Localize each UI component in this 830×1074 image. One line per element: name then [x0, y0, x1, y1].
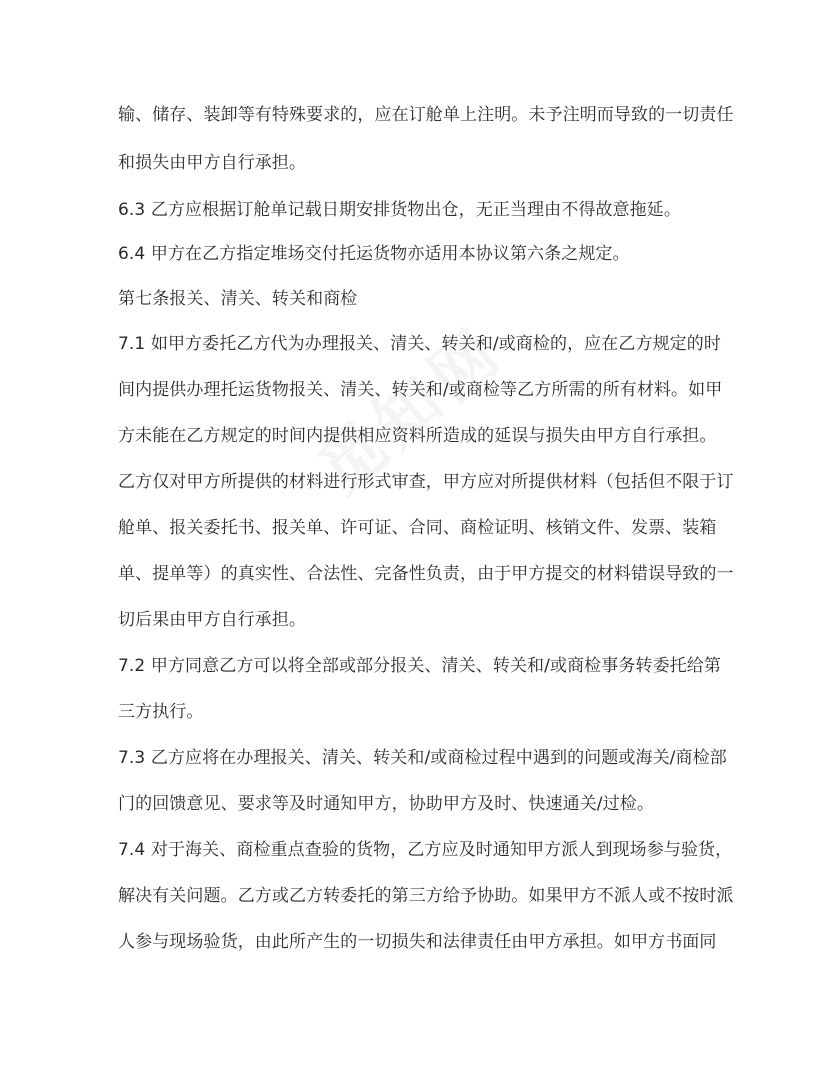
section-heading: 第七条报关、清关、转关和商检: [118, 289, 358, 309]
text-line: 6.4 甲方在乙方指定堆场交付托运货物亦适用本协议第六条之规定。: [118, 244, 630, 264]
text-line: 和损失由甲方自行承担。: [118, 153, 307, 173]
text-line: 7.3 乙方应将在办理报关、清关、转关和/或商检过程中遇到的问题或海关/商检部: [118, 748, 727, 768]
text-line: 方未能在乙方规定的时间内提供相应资料所造成的延误与损失由甲方自行承担。: [118, 426, 717, 446]
text-line: 人参与现场验货，由此所产生的一切损失和法律责任由甲方承担。如甲方书面同: [118, 932, 717, 952]
text-line: 6.3 乙方应根据订舱单记载日期安排货物出仓，无正当理由不得故意拖延。: [118, 200, 681, 220]
text-line: 7.2 甲方同意乙方可以将全部或部分报关、清关、转关和/或商检事务转委托给第: [118, 656, 721, 676]
text-line: 输、储存、装卸等有特殊要求的，应在订舱单上注明。未予注明而导致的一切责任: [118, 105, 734, 125]
text-line: 三方执行。: [118, 702, 204, 722]
text-line: 切后果由甲方自行承担。: [118, 610, 307, 630]
text-line: 间内提供办理托运货物报关、清关、转关和/或商检等乙方所需的所有材料。如甲: [118, 380, 723, 400]
text-line: 7.4 对于海关、商检重点查验的货物，乙方应及时通知甲方派人到现场参与验货，: [118, 840, 733, 860]
text-line: 门的回馈意见、要求等及时通知甲方，协助甲方及时、快速通关/过检。: [118, 794, 654, 814]
text-line: 7.1 如甲方委托乙方代为办理报关、清关、转关和/或商检的，应在乙方规定的时: [118, 334, 721, 354]
text-line: 舱单、报关委托书、报关单、许可证、合同、商检证明、核销文件、发票、装箱: [118, 518, 717, 538]
text-line: 解决有关问题。乙方或乙方转委托的第三方给予协助。如果甲方不派人或不按时派: [118, 886, 734, 906]
text-line: 乙方仅对甲方所提供的材料进行形式审查，甲方应对所提供材料（包括但不限于订: [118, 472, 734, 492]
text-line: 单、提单等）的真实性、合法性、完备性负责，由于甲方提交的材料错误导致的一: [118, 564, 734, 584]
